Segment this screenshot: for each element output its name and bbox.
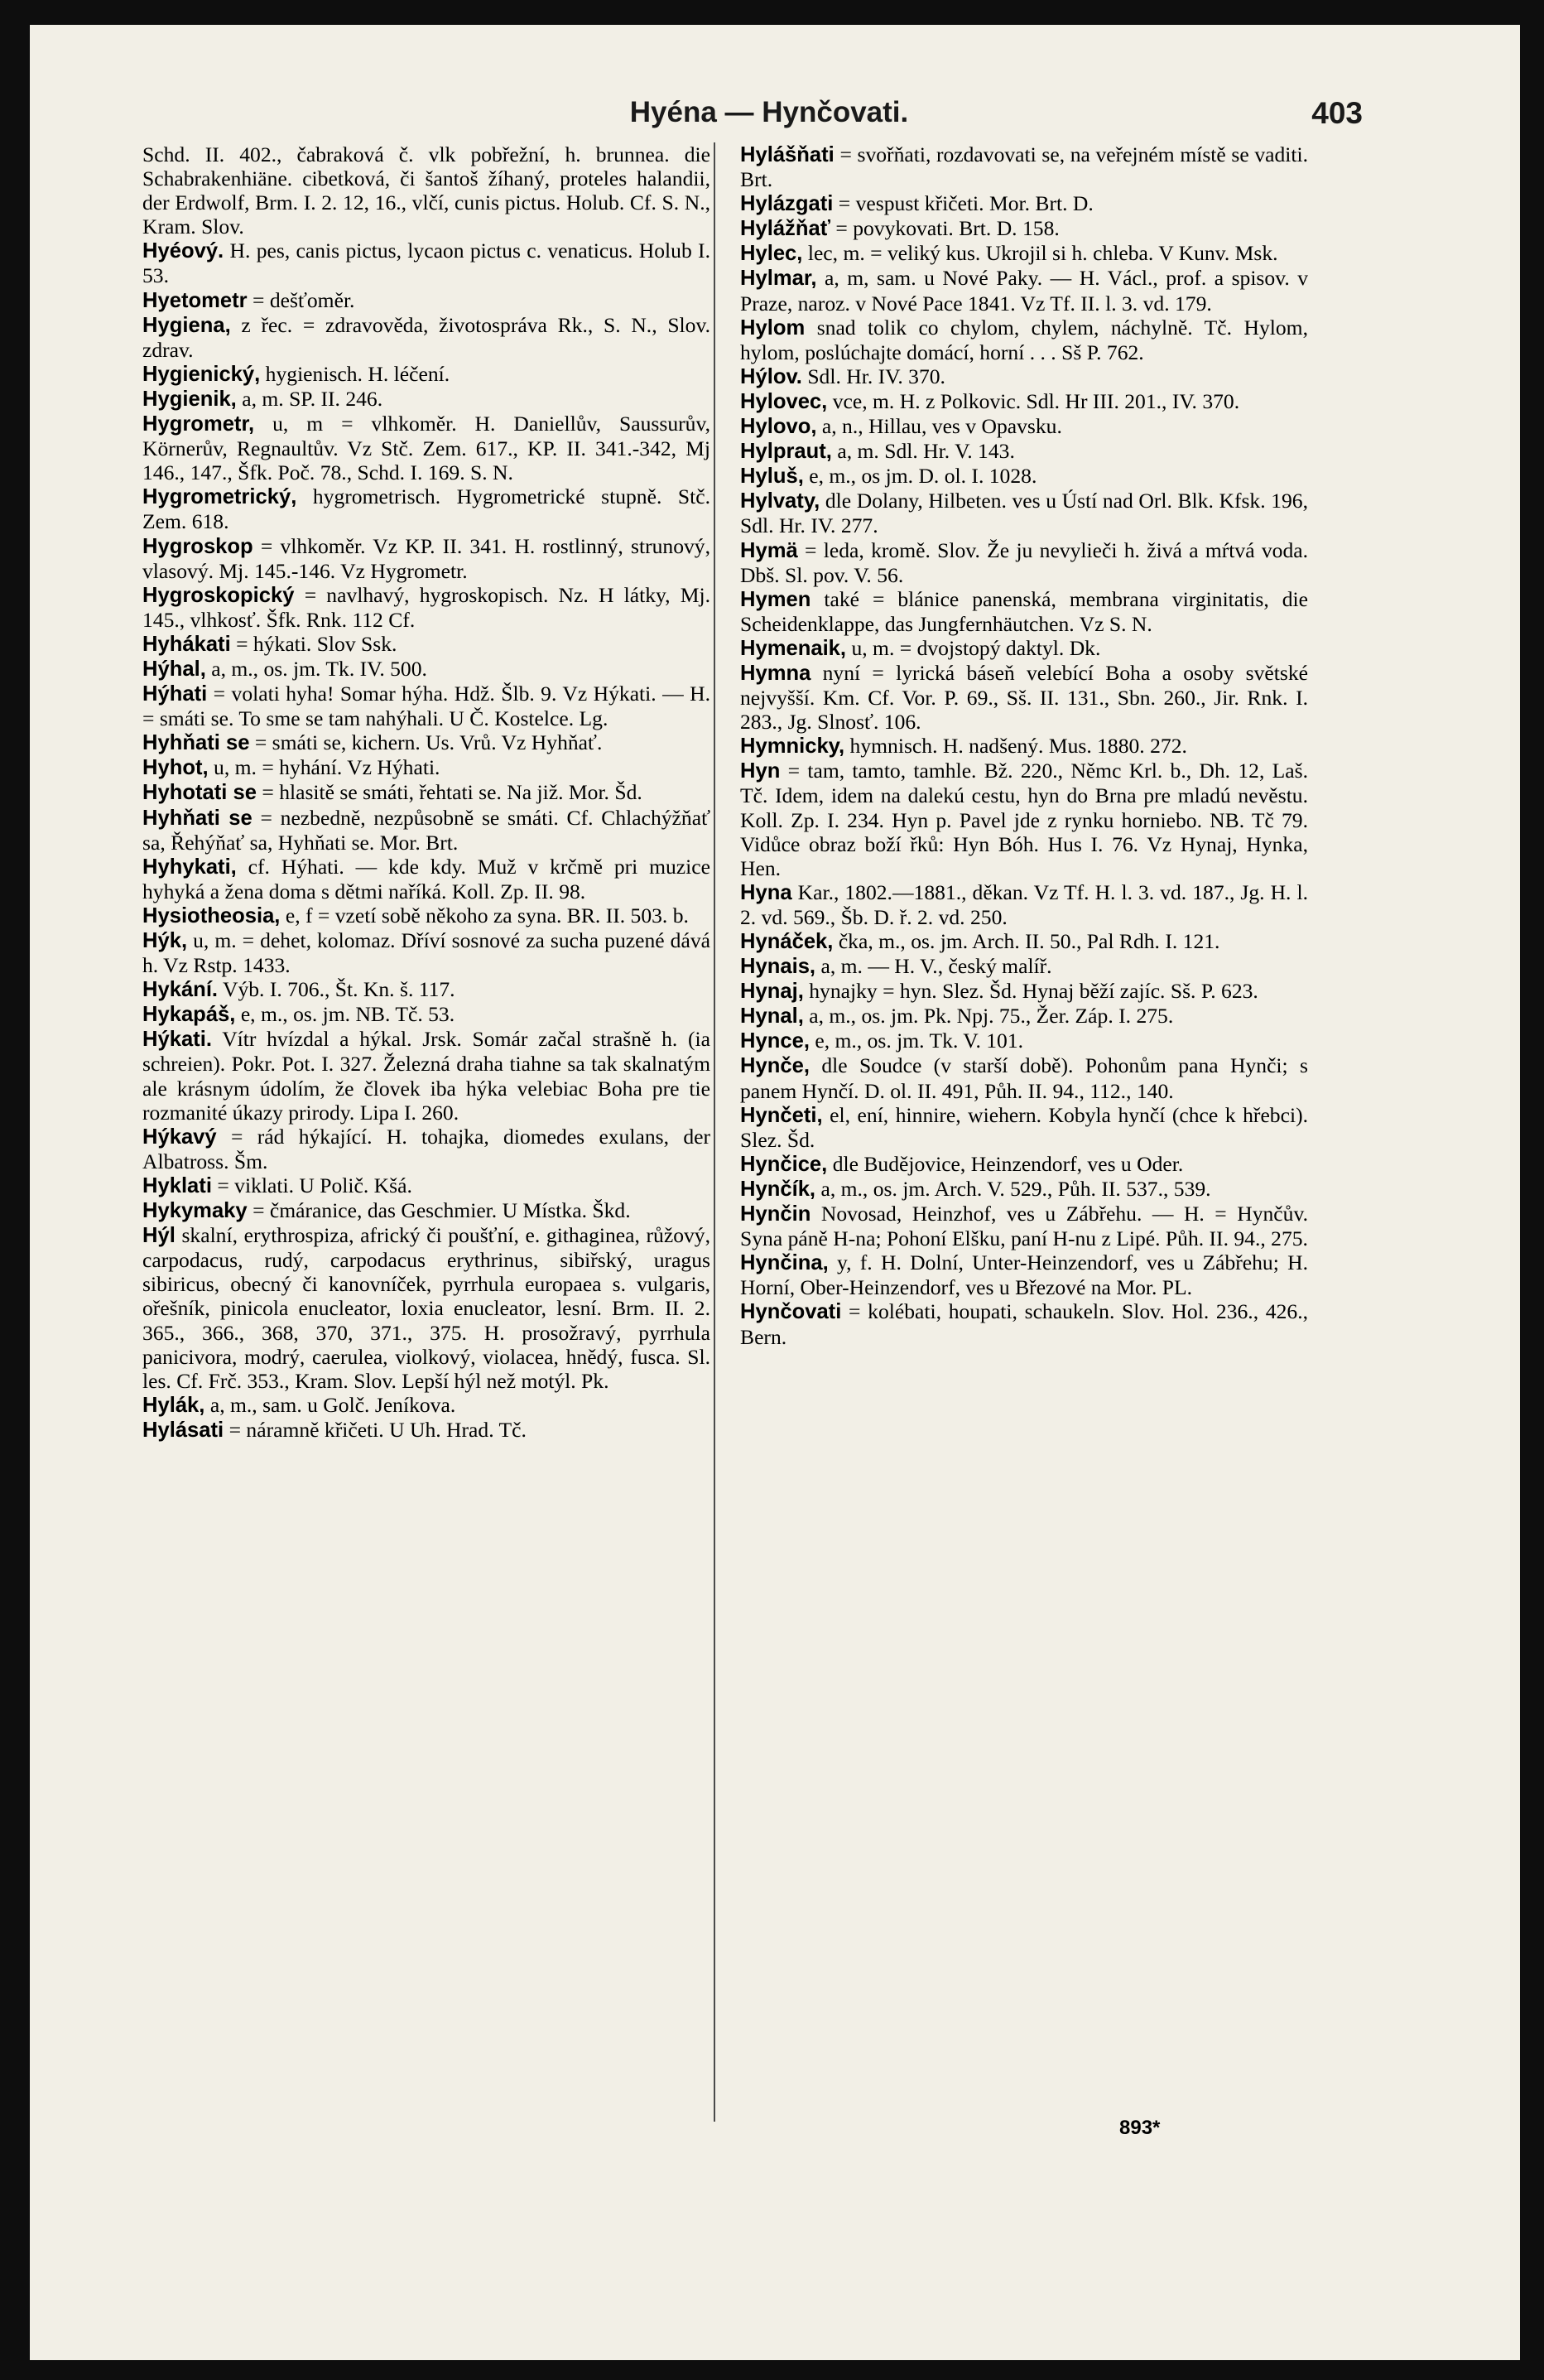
entry-text: a, m., os. jm. Arch. V. 529., Půh. II. 537., 539. [820,1176,1211,1201]
entry-text: = náramně křičeti. U Uh. Hrad. Tč. [228,1417,527,1442]
entry-text: u, m. = dvojstopý daktyl. Dk. [851,635,1101,660]
entry-headword: Hynal, [740,1005,804,1029]
column-divider [714,142,715,2122]
entry-text: dle Budějovice, Heinzendorf, ves u Oder. [832,1151,1184,1176]
entry-headword: Hylovo, [740,415,817,439]
right-column [740,142,1308,1349]
entry-text: = viklati. U Polič. Kšá. [217,1173,412,1197]
entry-headword: Hynce, [740,1029,810,1053]
entry-text: u, m = vlhkoměr. H. Daniellův, Saussurův, Körnerův, Regnaultův. Vz Stč. Zem. 617., KP. II. 341.-342, Mj 146., 147., Šfk. Poč. 78., Schd. I. 169. S. N. [142,412,710,485]
dictionary-entry [142,534,710,583]
dictionary-entry [142,1198,710,1223]
dictionary-entry [740,142,1308,191]
entry-text: u, m. = dehet, kolomaz. Dříví sosnové za sucha puzené dává h. Vz Rstp. 1433. [142,928,710,978]
entry-text: el, ení, hinnire, wiehern. Kobyla hynčí (chce k hřebci). Slez. Šd. [740,1102,1308,1152]
entry-headword: Hylázgati [740,192,834,216]
dictionary-entry [142,362,710,387]
page-header [176,96,1363,146]
entry-headword: Hylovec, [740,389,828,413]
entry-text: e, m., os. jm. Tk. V. 101. [815,1029,1024,1053]
entry-text: = vespust křičeti. Mor. Brt. D. [838,191,1094,216]
entry-text: = nezbedně, nezpůsobně se smáti. Cf. Chlachýžňať sa, Řehýňať sa, Hyhňati se. Mor. Brt. [142,805,711,855]
entry-text: = hýkati. Slov Ssk. [236,631,397,656]
dictionary-entry [142,1027,710,1124]
entry-text: nyní = lyrická báseň velebící Boha a osoby světské nejvyšší. Km. Cf. Vor. P. 69., Sš. II. 131., Sbn. 260., Jir. Rnk. I. 283., Jg. Slnosť. 106. [740,660,1308,735]
entry-text: Sdl. Hr. IV. 370. [807,364,945,388]
entry-headword: Hylec, [740,242,803,266]
entry-headword: Hygroskopický [142,583,295,607]
entry-text: e, m., os. jm. NB. Tč. 53. [240,1002,455,1027]
dictionary-entry [740,389,1308,414]
dictionary-entry [740,1202,1308,1250]
entry-headword: Hylvaty, [740,489,820,513]
entry-headword: Hylmar, [740,267,817,291]
dictionary-entry [142,142,710,238]
entry-headword: Hynáček, [740,930,834,953]
entry-headword: Hylák, [142,1393,205,1417]
dictionary-entry [142,657,710,682]
page-number: 403 [1311,96,1363,130]
dictionary-entry [740,439,1308,464]
entry-text: = smáti se, kichern. Us. Vrů. Vz Hyhňať. [254,730,603,755]
dictionary-entry [142,730,710,755]
entry-headword: Hyhot, [142,756,209,780]
entry-headword: Hyhákati [142,632,231,656]
dictionary-entry [740,979,1308,1004]
entry-text: H. pes, canis pictus, lycaon pictus c. venaticus. Holub I. 53. [142,238,710,288]
entry-text: Vítr hvízdal a hýkal. Jrsk. Somár začal strašně h. (ia schreien). Pokr. Pot. I. 327. Železná draha tiahne sa tak skalnatým ale krásnym údolím, že človek iba hýka velebiac Boha pre tie rozmanité úkazy prirody. Lipa I. 260. [142,1027,710,1125]
entry-text: = dešťoměr. [253,287,355,312]
entry-headword: Hýhati [142,682,208,706]
left-column [142,142,710,1443]
dictionary-entry [142,1173,710,1198]
entry-headword: Hýl [142,1224,176,1248]
dictionary-entry [740,1103,1308,1152]
entry-text: a, m., sam. u Golč. Jeníkova. [209,1392,456,1417]
entry-text: lec, m. = veliký kus. Ukrojil si h. chleba. V Kunv. Msk. [807,241,1278,266]
entry-headword: Hylpraut, [740,440,832,464]
entry-headword: Hýkati. [142,1028,212,1052]
entry-text: = čmáranice, das Geschmier. U Místka. Škd. [253,1198,631,1223]
entry-text: = tam, tamto, tamhle. Bž. 220., Němc Krl. b., Dh. 12, Laš. Tč. Idem, idem na dalekú cestu, hyn do Brna pre mladú nevěstu. Koll. Zp. I. 234. Hyn p. Pavel jde z rynku horniebo. NB. Tč 79. Vidůce obraz boží řků: Hyn Bóh. Hus I. 76. Vz Hynaj, Hynka, Hen. [740,759,1308,880]
dictionary-entry [142,484,710,533]
dictionary-entry [142,1418,710,1443]
entry-text: cf. Hýhati. — kde kdy. Muž v krčmě pri muzice hyhyká a žena doma s dětmi naříká. Koll. Zp. II. 98. [142,854,710,903]
entry-headword: Hygrometrický, [142,485,297,509]
entry-text: = rád hýkající. H. tohajka, diomedes exulans, der Albatross. Šm. [142,1124,711,1173]
dictionary-entry [142,755,710,780]
dictionary-entry [740,1177,1308,1202]
entry-text: = hlasitě se smáti, řehtati se. Na již. Mor. Šd. [262,780,642,805]
dictionary-entry [740,191,1308,216]
entry-headword: Hyluš, [740,465,804,489]
dictionary-entry [142,1223,710,1393]
entry-headword: Hymenaik, [740,636,847,660]
entry-text: a, m, sam. u Nové Paky. — H. Václ., prof. a spisov. v Praze, naroz. v Nové Pace 1841. Vz Tf. II. l. 3. vd. 179. [740,266,1308,316]
entry-text: z řec. = zdravověda, životospráva Rk., S. N., Slov. zdrav. [142,312,710,362]
entry-text: Schd. II. 402., čabraková č. vlk pobřežní, h. brunnea. die Schabrakenhiäne. cibetková, či šantoš žíhaný, proteles halandii, der Erdwolf, Brm. I. 2. 12, 16., vlčí, cunis pictus. Holub. Cf. S. N., Kram. Slov. [142,142,710,239]
entry-headword: Hylážňať [740,217,830,241]
entry-headword: Hyklati [142,1173,212,1197]
entry-headword: Hýk, [142,929,188,952]
entry-text: hymnisch. H. nadšený. Mus. 1880. 272. [849,734,1187,759]
entry-headword: Hygroskop [142,534,253,558]
entry-text: a, n., Hillau, ves v Opavsku. [821,414,1062,439]
entry-text: čka, m., os. jm. Arch. II. 50., Pal Rdh. I. 121. [838,929,1220,953]
entry-headword: Hygienik, [142,387,237,411]
entry-headword: Hynčice, [740,1152,828,1176]
entry-text: = vlhkoměr. Vz KP. II. 341. H. rostlinný, strunový, vlasový. Mj. 145.-146. Vz Hygrometr. [142,533,710,583]
dictionary-entry [740,1299,1308,1348]
dictionary-entry [740,1004,1308,1029]
entry-text: = kolébati, houpati, schaukeln. Slov. Hol. 236., 426., Bern. [740,1299,1308,1349]
entry-headword: Hyhykati, [142,855,237,879]
entry-text: u, m. = hyhání. Vz Hýhati. [214,755,440,780]
entry-headword: Hýlov. [740,364,802,388]
dictionary-entry [740,929,1308,954]
dictionary-entry [740,241,1308,266]
entry-text: Výb. I. 706., Št. Kn. š. 117. [222,977,455,1002]
dictionary-entry [740,414,1308,439]
dictionary-entry [740,587,1308,636]
dictionary-entry [142,682,710,730]
dictionary-entry [740,759,1308,879]
dictionary-entry [740,1053,1308,1102]
entry-text: = svořňati, rozdavovati se, na veřejném místě se vaditi. Brt. [740,142,1308,192]
entry-text: také = blánice panenská, membrana virginitatis, die Scheidenklappe, das Jungfernhäutchen. Vz S. N. [740,586,1308,636]
entry-text: e, f = vzetí sobě někoho za syna. BR. II. 503. b. [285,903,689,927]
entry-headword: Hyhňati se [142,731,250,755]
dictionary-entry [142,903,710,928]
entry-headword: Hymen [740,587,811,611]
dictionary-entry [740,538,1308,587]
entry-text: a, m. — H. V., český malíř. [820,954,1052,979]
entry-text: Novosad, Heinzhof, ves u Zábřehu. — H. = Hynčův. Syna páně H-na; Pohoní Elšku, paní H-nu z Lipé. Půh. II. 94., 275. [740,1202,1308,1251]
entry-headword: Hynais, [740,955,816,979]
entry-headword: Hysiotheosia, [142,903,281,927]
dictionary-entry [740,364,1308,389]
entry-text: hygrometrisch. Hygrometrické stupně. Stč. Zem. 618. [142,484,710,534]
entry-headword: Hykymaky [142,1199,248,1223]
entry-text: hygienisch. H. léčení. [265,361,450,386]
entry-headword: Hynčík, [740,1177,816,1201]
entry-text: = povykovati. Brt. D. 158. [835,216,1060,241]
entry-text: a, m. Sdl. Hr. V. 143. [837,439,1015,464]
entry-headword: Hynčin [740,1202,811,1226]
entry-text: vce, m. H. z Polkovic. Sdl. Hr III. 201., IV. 370. [832,388,1240,413]
entry-text: Kar., 1802.—1881., děkan. Vz Tf. H. l. 3. vd. 187., Jg. H. l. 2. vd. 569., Šb. D. ř. 2. vd. 250. [740,879,1308,929]
running-head: Hyéna — Hynčovati. [629,96,909,128]
dictionary-entry [142,780,710,805]
dictionary-entry [142,1393,710,1418]
dictionary-entry [142,412,710,484]
entry-text: hynajky = hyn. Slez. Šd. Hynaj běží zajíc. Sš. P. 623. [809,979,1258,1004]
entry-headword: Hymna [740,661,811,685]
dictionary-entry [142,238,710,287]
dictionary-entry [740,880,1308,929]
entry-headword: Hyhotati se [142,781,257,805]
entry-headword: Hynčovati [740,1300,842,1324]
dictionary-entry [142,1125,710,1173]
dictionary-entry [740,954,1308,979]
entry-text: e, m., os jm. D. ol. I. 1028. [809,464,1037,489]
entry-text: a, m. SP. II. 246. [242,386,383,411]
entry-text: dle Dolany, Hilbeten. ves u Ústí nad Orl. Blk. Kfsk. 196, Sdl. Hr. IV. 277. [740,489,1308,538]
entry-headword: Hylášňati [740,143,835,166]
entry-headword: Hynče, [740,1054,810,1078]
dictionary-entry [740,636,1308,661]
entry-headword: Hylásati [142,1418,224,1442]
entry-headword: Hyna [740,880,792,904]
dictionary-entry [740,464,1308,489]
dictionary-entry [142,313,710,362]
entry-headword: Hygrometr, [142,412,255,436]
dictionary-entry [142,632,710,657]
dictionary-entry [142,855,710,903]
entry-text: = volati hyha! Somar hýha. Hdž. Šlb. 9. Vz Hýkati. — H. = smáti se. To sme se tam nahýhali. U Č. Kostelce. Lg. [142,682,711,731]
dictionary-entry [740,216,1308,241]
dictionary-entry [142,977,710,1002]
entry-headword: Hyetometr [142,288,248,312]
entry-text: y, f. H. Dolní, Unter-Heinzendorf, ves u Zábřehu; H. Horní, Ober-Heinzendorf, ves u Březové na Mor. PL. [740,1250,1308,1300]
entry-headword: Hygiena, [142,313,231,337]
entry-headword: Hymä [740,538,798,562]
dictionary-entry [142,583,710,632]
dictionary-entry [142,928,710,977]
dictionary-entry [740,316,1308,364]
entry-text: a, m., os. jm. Pk. Npj. 75., Žer. Záp. I. 275. [809,1004,1174,1029]
entry-headword: Hymnicky, [740,735,845,759]
entry-headword: Hyn [740,759,781,783]
dictionary-entry [740,1250,1308,1299]
entry-headword: Hynčeti, [740,1103,823,1127]
dictionary-entry [740,266,1308,315]
dictionary-entry [740,1152,1308,1177]
entry-headword: Hylom [740,316,806,340]
entry-headword: Hýkavý [142,1125,217,1149]
entry-text: = navlhavý, hygroskopisch. Nz. H látky, Mj. 145., vlhkosť. Šfk. Rnk. 112 Cf. [142,582,710,632]
entry-headword: Hynčina, [740,1251,829,1275]
entry-text: a, m., os. jm. Tk. IV. 500. [211,656,427,681]
entry-headword: Hýhal, [142,657,206,681]
dictionary-entry [142,387,710,412]
dictionary-entry [142,806,710,855]
dictionary-entry [740,1029,1308,1053]
entry-headword: Hynaj, [740,980,804,1004]
entry-headword: Hykání. [142,978,219,1002]
dictionary-entry [740,661,1308,734]
entry-text: skalní, erythrospiza, africký či poušťní, e. githaginea, růžový, carpodacus, rudý, carpodacus erythrinus, sibiřský, uragus sibiricus, obecný či kanovníček, pyrrhula europaea s. vulgaris, ořešník, pinicola enucleator, loxia enucleator, lesní. Brm. II. 2. 365., 366., 368, 370, 371., 375. H. prosožravý, pyrrhula panicivora, modrý, caerulea, violkový, violacea, hnědý, fusca. Sl. les. Cf. Frč. 353., Kram. Slov. Lepší hýl než motýl. Pk. [142,1223,710,1393]
signature-mark: 893* [1119,2117,1161,2139]
entry-headword: Hygienický, [142,362,261,386]
dictionary-entry [142,1002,710,1027]
dictionary-entry [142,288,710,313]
entry-headword: Hyhňati se [142,806,253,830]
dictionary-entry [740,734,1308,759]
entry-text: snad tolik co chylom, chylem, náchylně. Tč. Hylom, hylom, poslúchajte domácí, horní . . . Sš P. 762. [740,315,1308,364]
entry-headword: Hyéový. [142,239,224,263]
entry-text: dle Soudce (v starší době). Pohonům pana Hynči; s panem Hynčí. D. ol. II. 491, Půh. II. 94., 112., 140. [740,1053,1308,1103]
dictionary-entry [740,489,1308,537]
entry-text: = leda, kromě. Slov. Že ju nevylieči h. živá a mŕtvá voda. Dbš. Sl. pov. V. 56. [740,537,1309,587]
entry-headword: Hykapáš, [142,1003,236,1027]
